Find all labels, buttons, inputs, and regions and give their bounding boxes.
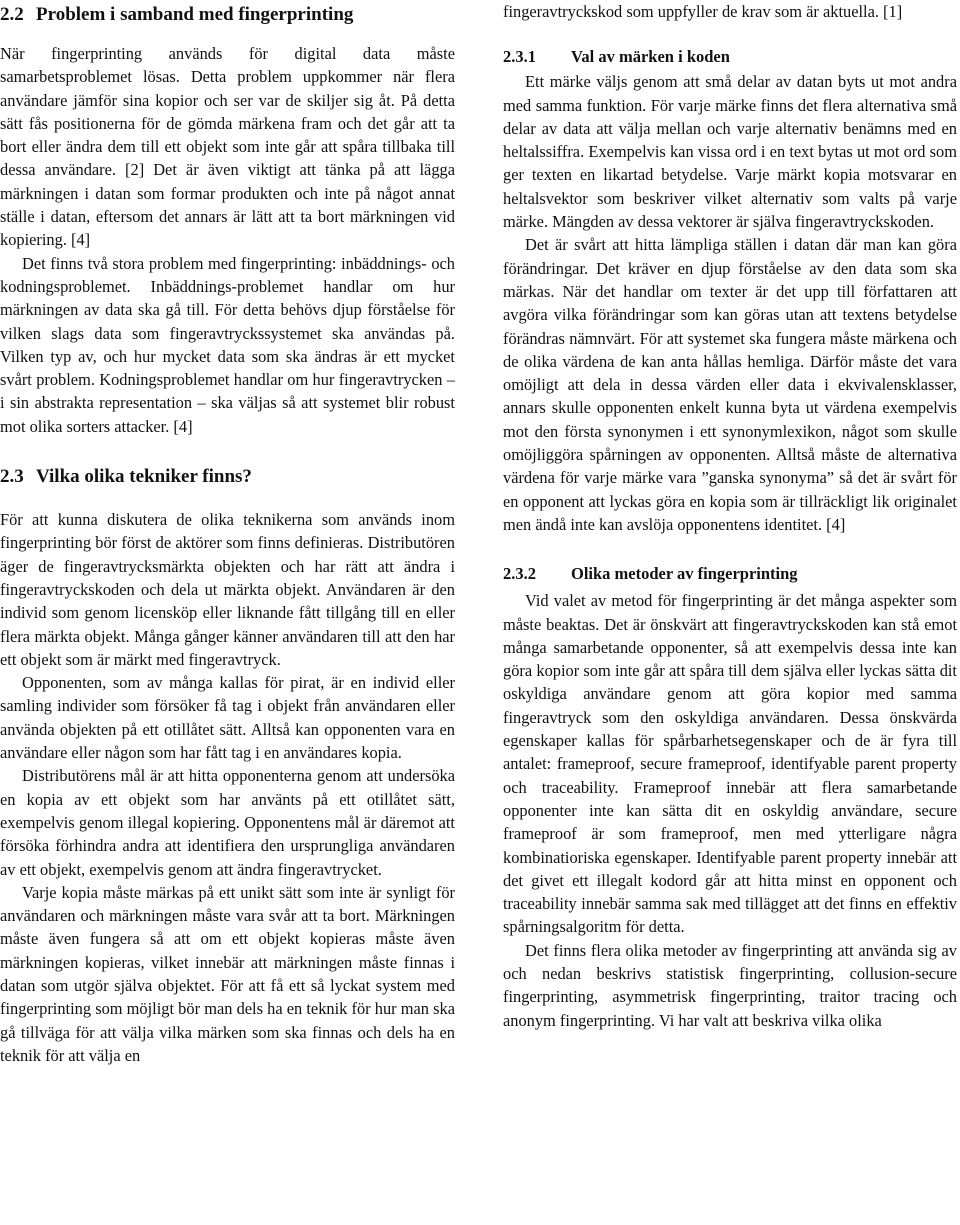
paragraph: Distributörens mål är att hitta opponenterna genom att undersöka en kopia av ett objekt som har använts på ett otillåtet sätt, exempelvis genom illegal kopiering. Opponentens mål är däremot att försöka förhindra andra att identifiera den ursprungliga användaren av ett objekt, exempelvis genom att ändra fingeravtrycket.: [0, 766, 455, 879]
subsection-title: Olika metoder av fingerprinting: [571, 564, 798, 584]
paragraph: Ett märke väljs genom att små delar av datan byts ut mot andra med samma funktion. För varje märke finns det flera alternativa små delar av data att välja mellan och varje alternativ benämns med en heltalssiffra. Exempelvis kan vissa ord i en text bytas ut mot ord som ger texten en likartad betydelse. Varje märkt kopia motsvarar en heltalsvektor som beskriver vilket alternativ som valts på varje märke. Mängden av dessa vektorer är själva fingeravtryckskoden.: [503, 72, 957, 232]
subsection-heading-2-3-1: [503, 45, 957, 68]
section-title: Problem i samband med fingerprinting: [36, 4, 354, 25]
section-heading-2-3: [0, 464, 455, 490]
subsection-number: 2.3.2: [503, 564, 536, 584]
paragraph: Opponenten, som av många kallas för pirat, är en individ eller samling individer som försöker få tag i objekt från användaren eller använda objekten på ett otillåtet sätt. Alltså kan opponenten vara en användare eller någon som har fått tag i en användares kopia.: [0, 673, 455, 763]
subsection-number: 2.3.1: [503, 47, 536, 67]
section-number: 2.3: [0, 466, 24, 488]
subsection-heading-2-3-2: [503, 562, 957, 585]
section-title: Vilka olika tekniker finns?: [36, 466, 252, 488]
section-number: 2.2: [0, 4, 24, 25]
subsection-title: Val av märken i koden: [571, 47, 730, 67]
paragraph: Det finns två stora problem med fingerprinting: inbäddnings- och kodningsproblemet. Inbäddnings-problemet handlar om hur märkningen av data ska gå till. För detta behövs djup förståelse för vilken slags data som fingeravtryckssystemet ska användas på. Vilken typ av, och hur mycket data som ska ändras är ett mycket svårt problem. Kodningsproblemet handlar om hur fingeravtrycken – i sin abstrakta representation – ska väljas så att systemet blir robust mot olika sorters attacker. [4]: [0, 253, 455, 436]
paragraph: Det är svårt att hitta lämpliga ställen i datan där man kan göra förändringar. Det kräver en djup förståelse av den data som ska märkas. När det handlar om texter är det upp till författaren att avgöra vilka förändringar som kan göras utan att textens betydelse förändras nämnvärt. För att systemet ska fungera måste märkena och de olika värdena de kan anta hållas hemliga. Därför måste det vara omöjligt att dela in dessa värden eller data i ekvivalensklasser, annars skulle opponenten enkelt kunna byta ut värdena exempelvis mot den första synonymen i ett synonymlexikon, något som skulle omöjliggöra spårningen av opponenten. Alltså måste de alternativa värdena för varje märke vara ”ganska synonyma” så det är svårt för en opponent att lyckas göra en kopia som är tillräckligt lik originalet men ändå inte kan avslöja opponentens identitet. [4]: [503, 235, 957, 534]
paragraph: Vid valet av metod för fingerprinting är det många aspekter som måste beaktas. Det är önskvärt att fingeravtryckskoden kan stå emot många samarbetande opponenter, så att exempelvis dessa inte kan göra kopior som inte går att spåra till dem själva eller lyckas sätta dit oskyldiga användare genom att göra kopior med samma fingeravtryck som den oskyldiga användaren. Dessa önskvärda egenskaper kallas för spårbarhetsegenskaper och de är fyra till antalet: frameproof, secure frameproof, identifyable parent property och traceability. Frameproof innebär att flera samarbetande opponenter inte kan sätta dit en oskyldig användare, secure frameproof är som frameproof, men med ytterligare några kombinatioriska egenskaper. Identifyable parent property innebär att det givet ett illegalt kodord går att hitta minst en opponent och traceability innebär samma sak med tillägget att det finns en effektiv spårningsalgoritm för detta.: [503, 591, 957, 937]
paragraph: Det finns flera olika metoder av fingerprinting att använda sig av och nedan beskrivs statistisk fingerprinting, collusion-secure fingerprinting, asymmetrisk fingerprinting, traitor tracing och anonym fingerprinting. Vi har valt att beskriva vilka olika: [503, 940, 957, 1030]
right-column: [503, 0, 957, 1032]
left-column: [0, 0, 455, 1067]
paragraph: fingeravtryckskod som uppfyller de krav som är aktuella. [1]: [503, 2, 903, 21]
paragraph: För att kunna diskutera de olika teknikerna som används inom fingerprinting bör först de aktörer som finns definieras. Distributören äger de fingeravtrycksmärkta objekten och har rätt att ändra i fingeravtryckskoden och dela ut märkta objekt. Användaren är den individ som genom licensköp eller liknande fått tillgång till en eller flera märkta objekt. Många gånger känner användaren till att den har ett objekt som är märkt med fingeravtryck.: [0, 510, 455, 669]
section-heading-2-2: [0, 2, 455, 28]
paragraph: När fingerprinting används för digital data måste samarbetsproblemet lösas. Detta problem uppkommer när flera användare jämför sina kopior och ser var de skiljer sig åt. På detta sätt fås positionerna för de gömda märkena fram och det går att ta bort eller ändra dem till ett objekt som inte går att spåra tillbaka till dessa användare. [2] Det är även viktigt att tänka på att lägga märkningen i datan som formar produkten och inte på något annat ställe i datan, eftersom det annars är lätt att ta bort märkningen vid kopiering. [4]: [0, 44, 455, 250]
paragraph: Varje kopia måste märkas på ett unikt sätt som inte är synligt för användaren och märkningen måste vara svår att ta bort. Märkningen måste även fungera så att om ett objekt kopieras måste även märkningen kopieras, vilket innebär att märkningen måste finnas i datan som utgör själva objektet. För att få ett så lyckat system med fingerprinting som möjligt bör man dels ha en teknik för hur man ska gå tillväga för att välja vilka märken som ska finnas och dels ha en teknik för att välja en: [0, 882, 455, 1065]
